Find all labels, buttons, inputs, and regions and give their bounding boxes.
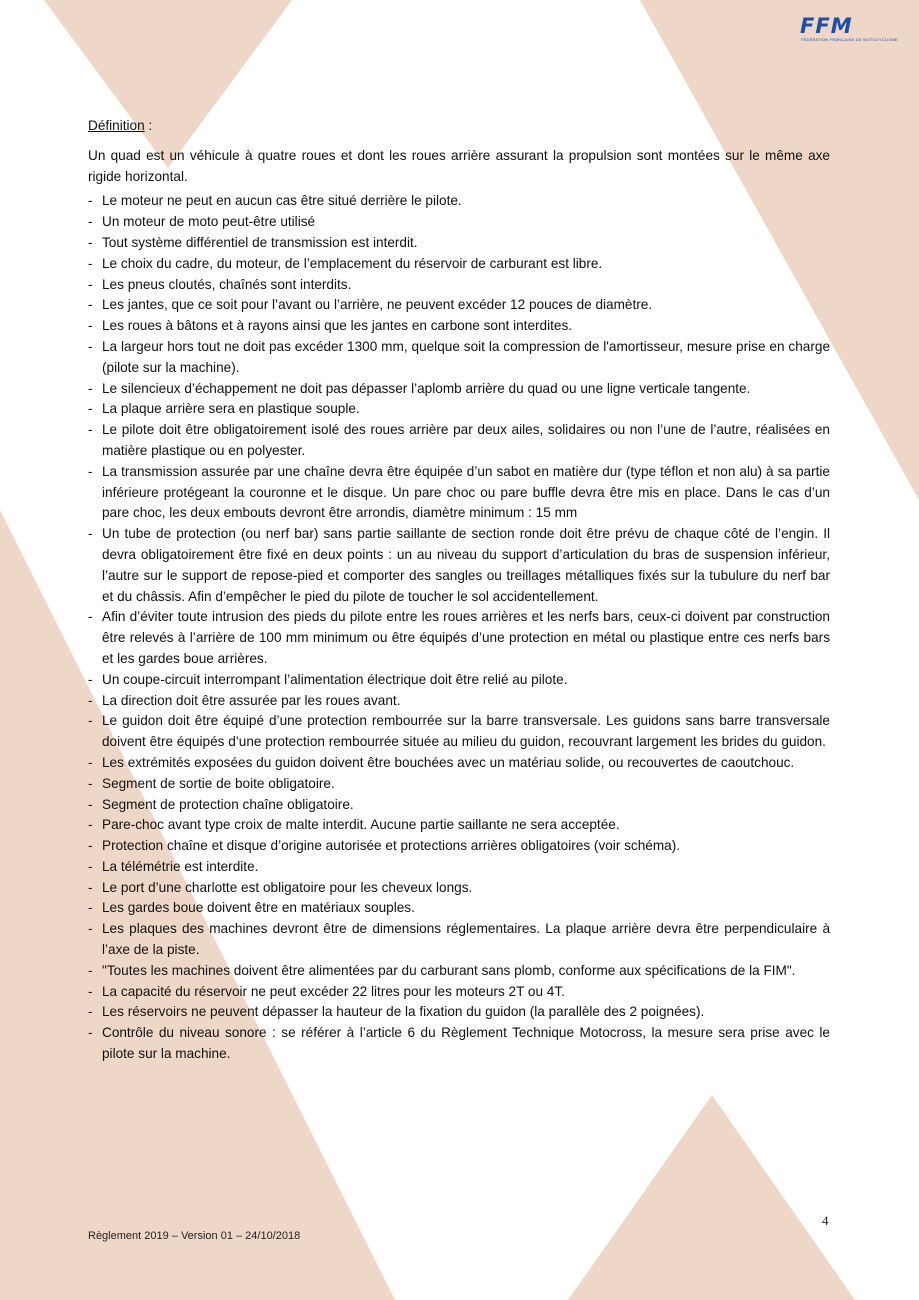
list-item [88, 420, 830, 462]
list-item [88, 399, 830, 420]
list-bullet-dash: - [88, 775, 93, 791]
footer-version: Règlement 2019 – Version 01 – 24/10/2018 [88, 1230, 301, 1242]
list-item-text: Afin d’éviter toute intrusion des pieds du pilote entre les roues arrières et les nerfs bars, ceux-ci doivent par construction être relevés à l’arrière de 100 mm minimum ou être équipés d’une protection en métal ou plastique entre ces nerfs bars et les gardes boue arrières. [102, 609, 830, 666]
list-item [88, 1023, 830, 1065]
list-item-text: Contrôle du niveau sonore : se référer à l’article 6 du Règlement Technique Motocross, la mesure sera prise avec le pilote sur la machine. [102, 1025, 830, 1062]
list-item [88, 878, 830, 899]
list-bullet-dash: - [88, 297, 93, 313]
list-item-text: Le port d’une charlotte est obligatoire pour les cheveux longs. [102, 879, 473, 895]
logo-subtext: FÉDÉRATION FRANÇAISE DE MOTOCYCLISME [801, 37, 898, 42]
list-item [88, 919, 830, 961]
list-bullet-dash: - [88, 983, 93, 999]
list-bullet-dash: - [88, 900, 93, 916]
list-item [88, 316, 830, 337]
list-item [88, 254, 830, 275]
list-bullet-dash: - [88, 1025, 93, 1041]
list-bullet-dash: - [88, 338, 93, 354]
list-item [88, 337, 830, 379]
section-heading-suffix: : [144, 118, 153, 133]
list-bullet-dash: - [88, 692, 93, 708]
list-item-text: Les plaques des machines devront être de dimensions réglementaires. La plaque arrière devra être perpendiculaire à l’axe de la piste. [102, 921, 830, 958]
list-bullet-dash: - [88, 754, 93, 770]
list-item [88, 233, 830, 254]
section-heading-text: Définition [88, 118, 145, 133]
list-item [88, 857, 830, 878]
ffm-logo [800, 14, 898, 42]
logo-text: FFM [800, 14, 853, 38]
section-heading [88, 116, 830, 137]
list-item [88, 607, 830, 669]
intro-paragraph: Un quad est un véhicule à quatre roues et dont les roues arrière assurant la propulsion sont montées sur le même axe rigide horizontal. [88, 147, 830, 184]
list-bullet-dash: - [88, 713, 93, 729]
list-bullet-dash: - [88, 879, 93, 895]
list-item [88, 982, 830, 1003]
list-item-text: La capacité du réservoir ne peut excéder 22 litres pour les moteurs 2T ou 4T. [102, 983, 565, 999]
list-item-text: Les roues à bâtons et à rayons ainsi que les jantes en carbone sont interdites. [102, 318, 573, 334]
list-item [88, 711, 830, 753]
list-item [88, 774, 830, 795]
list-item-text: Le guidon doit être équipé d’une protection rembourrée sur la barre transversale. Les guidons sans barre transversale doivent être équipés d’une protection rembourrée située au milieu du guidon, recouvrant largement les brides du guidon. [102, 713, 830, 750]
list-bullet-dash: - [88, 962, 93, 978]
list-item-text: "Toutes les machines doivent être alimentées par du carburant sans plomb, conforme aux spécifications de la FIM". [102, 962, 796, 978]
list-bullet-dash: - [88, 609, 93, 625]
list-item-text: Le silencieux d’échappement ne doit pas dépasser l’aplomb arrière du quad ou une ligne verticale tangente. [102, 380, 751, 396]
list-item [88, 815, 830, 836]
list-item [88, 691, 830, 712]
list-bullet-dash: - [88, 858, 93, 874]
list-bullet-dash: - [88, 255, 93, 271]
list-item [88, 295, 830, 316]
list-bullet-dash: - [88, 1004, 93, 1020]
list-item-text: La transmission assurée par une chaîne devra être équipée d’un sabot en matière dur (type téflon et non alu) à sa partie inférieure protégeant la couronne et le disque. Un pare choc ou pare buffle devra être mis en place. Dans le cas d’un pare choc, les deux embouts devront être arrondis, diamètre minimum : 15 mm [102, 463, 830, 521]
list-item-text: La largeur hors tout ne doit pas excéder 1300 mm, quelque soit la compression de l'amortisseur, mesure prise en charge (pilote sur la machine). [102, 338, 830, 375]
rules-list [88, 191, 830, 1064]
list-item-text: Le pilote doit être obligatoirement isolé des roues arrière par deux ailes, solidaires ou non l’une de l’autre, réalisées en matière plastique ou en polyester. [102, 422, 830, 458]
list-item [88, 191, 830, 212]
list-item [88, 379, 830, 400]
list-bullet-dash: - [88, 276, 93, 292]
list-bullet-dash: - [88, 463, 93, 479]
list-bullet-dash: - [88, 422, 93, 438]
list-bullet-dash: - [88, 380, 93, 396]
list-item-text: Protection chaîne et disque d’origine autorisée et protections arrières obligatoires (voir schéma). [102, 838, 681, 854]
list-item-text: La plaque arrière sera en plastique souple. [102, 401, 360, 417]
page-number: 4 [822, 1213, 829, 1228]
list-bullet-dash: - [88, 921, 93, 937]
list-item-text: Un coupe-circuit interrompant l’alimentation électrique doit être relié au pilote. [102, 671, 568, 687]
list-item [88, 462, 830, 524]
list-item-text: Tout système différentiel de transmission est interdit. [102, 234, 418, 250]
list-bullet-dash: - [88, 214, 93, 230]
list-item-text: Segment de sortie de boite obligatoire. [102, 775, 335, 791]
list-bullet-dash: - [88, 526, 93, 542]
list-item-text: Le choix du cadre, du moteur, de l’emplacement du réservoir de carburant est libre. [102, 255, 603, 271]
list-item [88, 1002, 830, 1023]
list-item [88, 898, 830, 919]
list-item-text: Pare-choc avant type croix de malte interdit. Aucune partie saillante ne sera acceptée. [102, 817, 620, 833]
list-item-text: La direction doit être assurée par les roues avant. [102, 692, 401, 708]
list-item [88, 275, 830, 296]
list-bullet-dash: - [88, 318, 93, 334]
list-item-text: Un moteur de moto peut-être utilisé [102, 214, 316, 230]
list-item-text: Les jantes, que ce soit pour l’avant ou l’arrière, ne peuvent excéder 12 pouces de diamètre. [102, 297, 653, 313]
list-item [88, 524, 830, 607]
list-item [88, 753, 830, 774]
list-item-text: Les réservoirs ne peuvent dépasser la hauteur de la fixation du guidon (la parallèle des 2 poignées). [102, 1004, 705, 1020]
list-bullet-dash: - [88, 796, 93, 812]
list-item [88, 795, 830, 816]
list-item [88, 961, 830, 982]
list-bullet-dash: - [88, 817, 93, 833]
list-item-text: Les extrémités exposées du guidon doivent être bouchées avec un matériau solide, ou recouvertes de caoutchouc. [102, 754, 795, 770]
list-bullet-dash: - [88, 671, 93, 687]
list-item [88, 670, 830, 691]
list-bullet-dash: - [88, 234, 93, 250]
document-body [88, 116, 830, 1065]
list-bullet-dash: - [88, 838, 93, 854]
list-item [88, 212, 830, 233]
list-item-text: Le moteur ne peut en aucun cas être situé derrière le pilote. [102, 193, 462, 209]
bottom-right-triangle [568, 1095, 855, 1300]
list-item-text: Les gardes boue doivent être en matériaux souples. [102, 900, 415, 916]
list-item-text: Segment de protection chaîne obligatoire. [102, 796, 354, 812]
list-bullet-dash: - [88, 401, 93, 417]
list-bullet-dash: - [88, 193, 93, 209]
list-item-text: La télémétrie est interdite. [102, 858, 259, 874]
list-item-text: Un tube de protection (ou nerf bar) sans partie saillante de section ronde doit être prévu de chaque côté de l’engin. Il devra obligatoirement être fixé en deux points : un au niveau du support d’articulation du bras de suspension inférieur, l’autre sur le support de repose-pied et comporter des sangles ou treillages métalliques fixés sur la tubulure du nerf bar et du châssis. Afin d’empêcher le pied du pilote de toucher le sol accidentellement. [102, 526, 830, 604]
list-item [88, 836, 830, 857]
list-item-text: Les pneus cloutés, chaînés sont interdits. [102, 276, 352, 292]
